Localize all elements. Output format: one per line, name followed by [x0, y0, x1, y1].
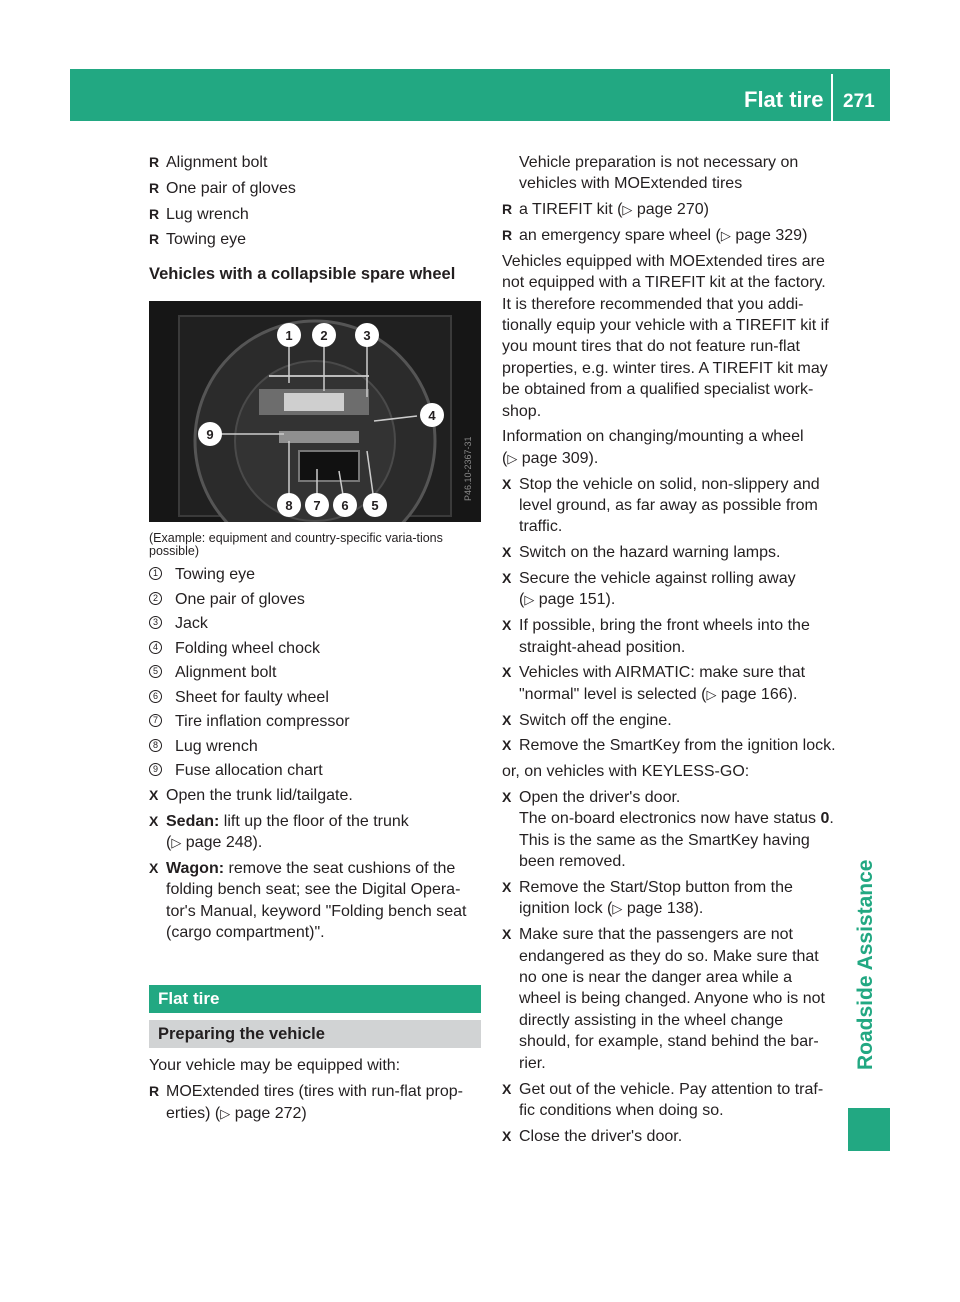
- legend-item: 2 One pair of gloves: [149, 589, 481, 610]
- paragraph: or, on vehicles with KEYLESS-GO:: [502, 763, 750, 781]
- instruction-step: X Vehicles with AIRMATIC: make sure that "normal" level is selected (▷ page 166).: [502, 664, 806, 703]
- instruction-step: X Make sure that the passengers are not endangered as they do so. Make sure that no one is near the danger area while a wheel is being changed. Anyone who is not directly assisting in the wheel change should, for example, stand behind the bar-rier.: [502, 926, 825, 1072]
- legend-item: 3 Jack: [149, 613, 481, 634]
- list-item: R One pair of gloves: [149, 178, 481, 199]
- legend-item: 1 Towing eye: [149, 564, 481, 585]
- callout-2: 2: [320, 328, 328, 344]
- list-item: R a TIREFIT kit (▷ page 270): [502, 199, 836, 220]
- instruction-step: X Secure the vehicle against rolling away (▷ page 151).: [502, 570, 796, 609]
- section-heading: Vehicles with a collapsible spare wheel: [149, 264, 456, 283]
- instruction-step: X Sedan: lift up the floor of the trunk (▷ page 248).: [149, 812, 409, 851]
- left-column: [149, 152, 481, 1128]
- callout-8: 8: [285, 498, 293, 514]
- page-number: 271: [843, 91, 875, 112]
- instruction-step: X Switch on the hazard warning lamps.: [502, 544, 781, 562]
- list-item: R Towing eye: [149, 229, 481, 250]
- list-item: R MOExtended tires (tires with run-flat prop-erties) (▷ page 272): [149, 1081, 481, 1124]
- legend-item: 7 Tire inflation compressor: [149, 711, 481, 732]
- list-item: R Alignment bolt: [149, 152, 481, 173]
- spare-wheel-illustration: [149, 301, 481, 522]
- paragraph: Vehicles equipped with MOExtended tires are not equipped with a TIREFIT kit at the factory. It is therefore recommended that you addi-tionally equip your vehicle with a TIREFIT kit if you mount tires that do not feature run-flat properties, e.g. winter tires. A TIREFIT kit may be obtained from a qualified specialist work-shop.: [502, 252, 829, 420]
- photo-code: P46.10-2367-31: [463, 436, 473, 502]
- paragraph: Vehicle preparation is not necessary on vehicles with MOExtended tires: [519, 154, 799, 193]
- instruction-step: X Stop the vehicle on solid, non-slippery and level ground, as far away as possible from traffic.: [502, 475, 820, 536]
- instruction-step: X Switch off the engine.: [502, 711, 672, 729]
- page-title: Flat tire: [744, 87, 824, 112]
- callout-7: 7: [313, 498, 321, 514]
- legend-list: [149, 564, 481, 781]
- right-column: [502, 152, 836, 1152]
- section-band-flat-tire: Flat tire: [149, 985, 481, 1013]
- section-band-preparing-vehicle: Preparing the vehicle: [149, 1020, 481, 1048]
- callout-4: 4: [428, 408, 436, 424]
- callout-5: 5: [371, 498, 379, 514]
- instruction-step: X Get out of the vehicle. Pay attention to traf-fic conditions when doing so.: [502, 1080, 824, 1119]
- section-tab-marker: [848, 1108, 890, 1151]
- paragraph: Information on changing/mounting a wheel (▷ page 309).: [502, 428, 804, 467]
- legend-item: 8 Lug wrench: [149, 736, 481, 757]
- list-item: R an emergency spare wheel (▷ page 329): [502, 225, 836, 246]
- callout-1: 1: [285, 328, 293, 344]
- legend-item: 4 Folding wheel chock: [149, 638, 481, 659]
- callout-9: 9: [206, 427, 214, 443]
- legend-item: 5 Alignment bolt: [149, 662, 481, 683]
- callout-6: 6: [341, 498, 349, 514]
- section-tab-roadside-assistance: Roadside Assistance: [854, 859, 877, 1070]
- instruction-step: X Close the driver's door.: [502, 1127, 683, 1145]
- instruction-step: X Remove the Start/Stop button from the ignition lock (▷ page 138).: [502, 879, 793, 918]
- instruction-step: X If possible, bring the front wheels into the straight-ahead position.: [502, 617, 810, 656]
- instruction-step: X Open the driver's door. The on-board electronics now have status 0. This is the same as the SmartKey having been removed.: [502, 789, 834, 871]
- header-divider: [831, 74, 833, 121]
- list-item: R Lug wrench: [149, 204, 481, 225]
- photo-caption: (Example: equipment and country-specific varia-tions possible): [149, 531, 443, 559]
- legend-item: 9 Fuse allocation chart: [149, 760, 481, 781]
- spare-wheel-photo: [149, 301, 481, 522]
- instruction-step: X Wagon: remove the seat cushions of the folding bench seat; see the Digital Opera-tor's Manual, keyword "Folding bench seat (cargo compartment)".: [149, 859, 467, 941]
- callout-3: 3: [363, 328, 371, 344]
- instruction-step: X Remove the SmartKey from the ignition lock.: [502, 737, 836, 755]
- instruction-step: X Open the trunk lid/tailgate.: [149, 786, 353, 804]
- paragraph: Your vehicle may be equipped with:: [149, 1057, 401, 1075]
- legend-item: 6 Sheet for faulty wheel: [149, 687, 481, 708]
